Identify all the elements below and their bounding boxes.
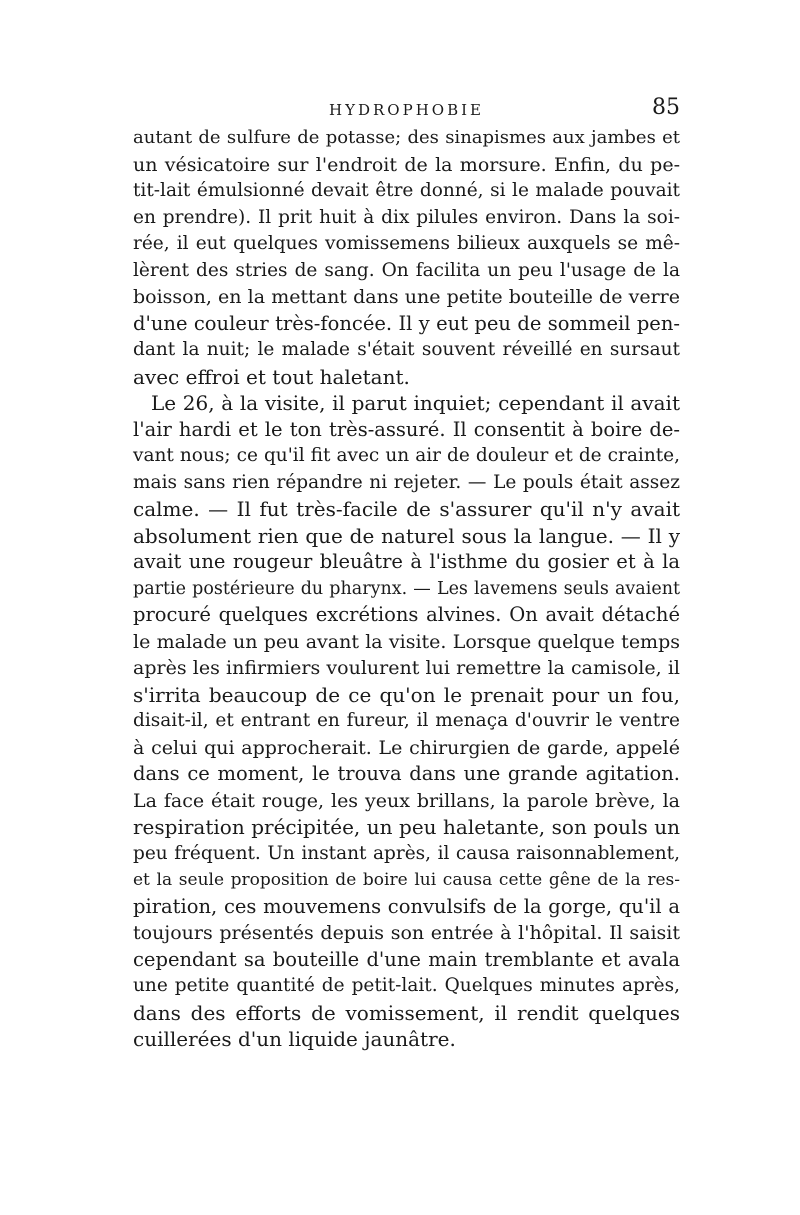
text-line: une petite quantité de petit-lait. Quelques minutes après,	[133, 975, 680, 996]
running-title: HYDROPHOBIE	[329, 101, 484, 119]
text-line: un vésicatoire sur l'endroit de la morsure. Enfin, du pe-	[133, 153, 680, 176]
text-line: boisson, en la mettant dans une petite bouteille de verre	[133, 286, 680, 308]
text-line: lèrent des stries de sang. On facilita un peu l'usage de la	[133, 259, 680, 281]
text-line: avait une rougeur bleuâtre à l'isthme du gosier et à la	[133, 550, 680, 573]
text-line: dans des efforts de vomissement, il rendit quelques	[133, 1000, 680, 1025]
text-line: mais sans rien répandre ni rejeter. — Le pouls était assez	[133, 471, 680, 493]
text-line: après les infirmiers voulurent lui remettre la camisole, il	[133, 657, 680, 679]
text-line: rée, il eut quelques vomissemens bilieux auxquels se mê-	[133, 233, 680, 254]
text-line: procuré quelques excrétions alvines. On avait détaché	[133, 603, 680, 626]
body-text	[133, 125, 680, 1053]
text-line: à celui qui approcherait. Le chirurgien de garde, appelé	[133, 736, 680, 759]
page-header	[133, 95, 680, 125]
text-line: cuillerées d'un liquide jaunâtre.	[133, 1027, 456, 1051]
text-line: cependant sa bouteille d'une main tremblante et avala	[133, 947, 680, 971]
text-line: toujours présentés depuis son entrée à l'hôpital. Il saisit	[133, 922, 680, 944]
text-line: partie postérieure du pharynx. — Les lavemens seuls avaient	[133, 578, 680, 599]
text-line: et la seule proposition de boire lui causa cette gêne de la res-	[133, 870, 680, 890]
text-line: autant de sulfure de potasse; des sinapismes aux jambes et	[133, 127, 680, 148]
text-line: respiration précipitée, un peu haletante, son pouls un	[133, 815, 680, 839]
text-line: Le 26, à la visite, il parut inquiet; cependant il avait	[151, 391, 680, 415]
page-number: 85	[652, 95, 680, 120]
text-line: dans ce moment, le trouva dans une grande agitation.	[133, 762, 680, 785]
text-line: tit-lait émulsionné devait être donné, si le malade pouvait	[133, 180, 680, 201]
text-line: avec effroi et tout haletant.	[133, 364, 410, 389]
text-line: calme. — Il fut très-facile de s'assurer qu'il n'y avait	[133, 497, 680, 521]
text-line: dant la nuit; le malade s'était souvent réveillé en sursaut	[133, 339, 680, 360]
paragraph-1	[133, 125, 680, 390]
text-line: le malade un peu avant la visite. Lorsque quelque temps	[133, 630, 680, 653]
text-line: peu fréquent. Un instant après, il causa raisonnablement,	[133, 842, 680, 864]
text-line: piration, ces mouvemens convulsifs de la gorge, qu'il a	[133, 894, 680, 918]
text-line: en prendre). Il prit huit à dix pilules environ. Dans la soi-	[133, 206, 680, 228]
text-line: vant nous; ce qu'il fit avec un air de douleur et de crainte,	[133, 445, 680, 466]
text-line: La face était rouge, les yeux brillans, la parole brève, la	[133, 789, 680, 812]
text-line: s'irrita beaucoup de ce qu'on le prenait pour un fou,	[133, 682, 680, 707]
text-line: disait-il, et entrant en fureur, il menaça d'ouvrir le ventre	[133, 710, 680, 731]
text-line: l'air hardi et le ton très-assuré. Il consentit à boire de-	[133, 417, 680, 441]
text-line: absolument rien que de naturel sous la langue. — Il y	[133, 523, 680, 548]
text-line: d'une couleur très-foncée. Il y eut peu de sommeil pen-	[133, 311, 680, 335]
paragraph-2	[133, 390, 680, 1053]
